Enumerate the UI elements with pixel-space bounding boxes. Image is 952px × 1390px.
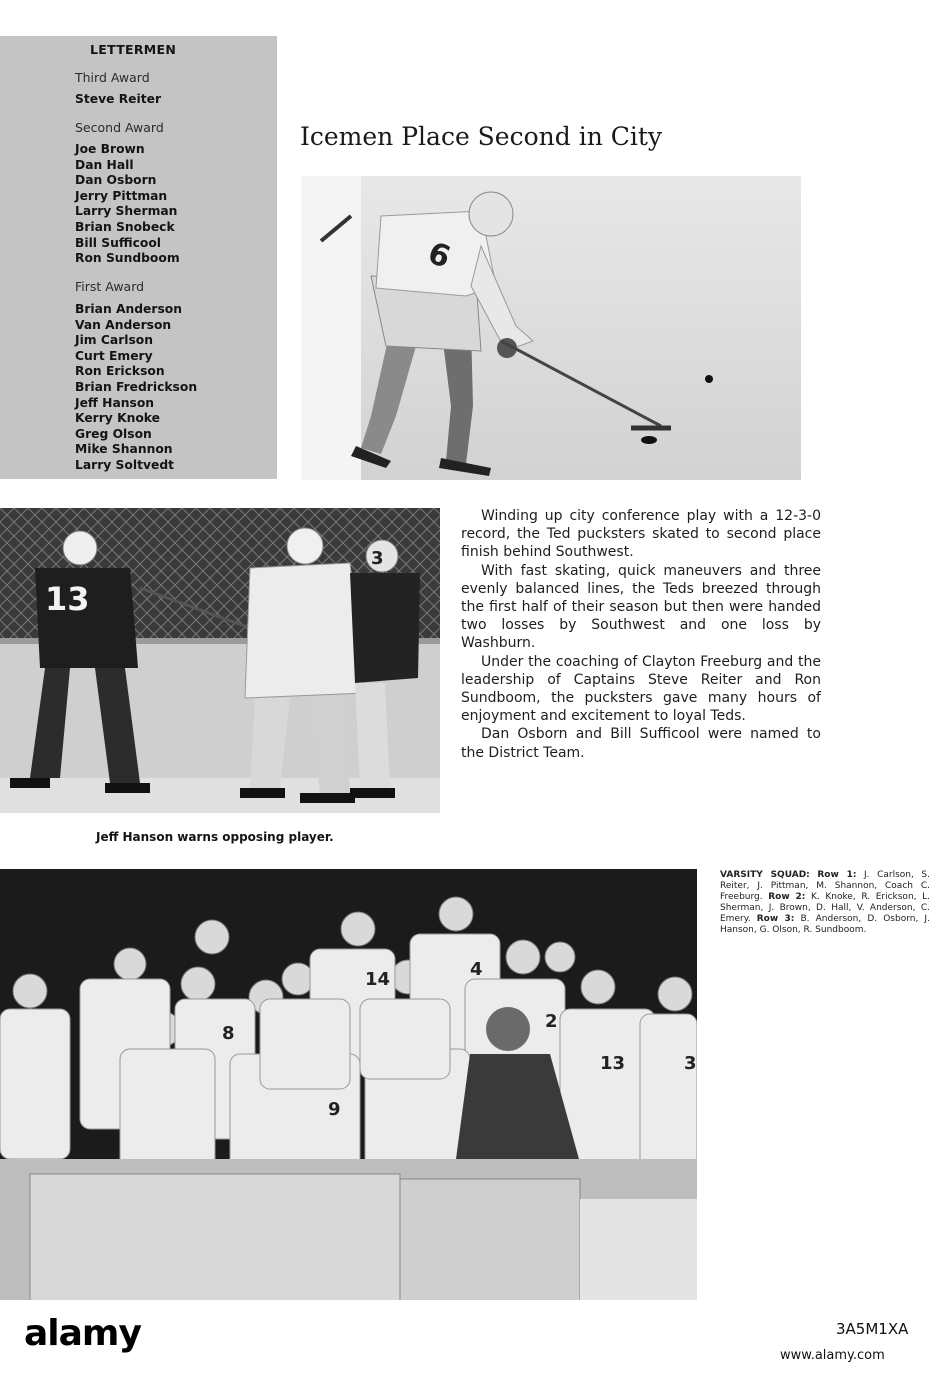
- article-title: Icemen Place Second in City: [300, 122, 663, 151]
- letterman-name: Kerry Knoke: [75, 411, 160, 426]
- team-jersey-number: 14: [365, 969, 391, 990]
- letterman-name: Ron Sundboom: [75, 251, 180, 266]
- alamy-logo: alamy: [24, 1313, 141, 1354]
- letterman-name: Ron Erickson: [75, 364, 165, 379]
- player-3-number: 3: [371, 548, 384, 569]
- row2-names: K. Knoke, R. Erickson, L. Sherman, J. Brown, D. Hall, V. Anderson, C. Emery.: [720, 892, 930, 924]
- letterman-name: Dan Hall: [75, 157, 134, 172]
- watermark-bar: [0, 1300, 952, 1390]
- letterman-name: Brian Anderson: [75, 302, 182, 316]
- boards-photo: [0, 508, 440, 813]
- letterman-name: Brian Snobeck: [75, 219, 175, 234]
- alamy-url: www.alamy.com: [780, 1348, 885, 1363]
- row3-label: Row 3:: [756, 914, 795, 924]
- third-award-names: [75, 92, 161, 108]
- letterman-name: Bill Sufficool: [75, 235, 162, 250]
- player-13-number: 13: [45, 580, 90, 618]
- image-id: 3A5M1XA: [836, 1320, 909, 1338]
- team-illustration: [0, 869, 697, 1301]
- letterman-name: Curt Emery: [75, 348, 153, 363]
- first-award-names: [75, 302, 197, 474]
- letterman-name: Dan Osborn: [75, 173, 157, 188]
- letterman-name: Greg Olson: [75, 426, 152, 441]
- row1-names: J. Carlson, S. Reiter, J. Pittman, M. Shannon, Coach C. Freeburg.: [720, 870, 930, 902]
- second-award-label: Second Award: [75, 120, 164, 135]
- letterman-name: Joe Brown: [75, 142, 145, 156]
- letterman-name: Jeff Hanson: [75, 395, 155, 410]
- article-paragraph: Under the coaching of Clayton Freeburg and the leadership of Captains Steve Reiter and Ron Sundboom, the pucksters gave many hours of enjoyment and excitement to loyal Teds.: [461, 653, 821, 725]
- first-award-label: First Award: [75, 279, 145, 294]
- article-body: [461, 507, 821, 762]
- row3-names: B. Anderson, D. Osborn, J. Hanson, G. Olson, R. Sundboom.: [720, 914, 930, 935]
- squad-label: VARSITY SQUAD:: [720, 870, 810, 880]
- boards-photo-caption: Jeff Hanson warns opposing player.: [96, 830, 334, 844]
- team-photo: [0, 869, 697, 1301]
- letterman-name: Steve Reiter: [75, 92, 162, 106]
- team-jersey-number: 13: [600, 1053, 626, 1074]
- article-paragraph: Winding up city conference play with a 12-3-0 record, the Ted pucksters skated to second place finish behind Southwest.: [461, 508, 821, 561]
- boards-illustration: [0, 508, 440, 813]
- skater-photo: [301, 176, 801, 480]
- letterman-name: Brian Fredrickson: [75, 379, 198, 394]
- third-award-label: Third Award: [75, 70, 150, 85]
- letterman-name: Larry Sherman: [75, 204, 178, 219]
- letterman-name: Jim Carlson: [75, 333, 154, 348]
- skater-illustration: [301, 176, 801, 480]
- team-jersey-number: 4: [470, 959, 483, 980]
- row1-label: Row 1:: [817, 870, 857, 880]
- team-jersey-number: 9: [328, 1099, 341, 1120]
- letterman-name: Mike Shannon: [75, 442, 173, 457]
- row2-label: Row 2:: [768, 892, 806, 902]
- varsity-squad-caption: [720, 870, 930, 936]
- team-jersey-number: 8: [222, 1023, 235, 1044]
- second-award-names: [75, 142, 180, 267]
- article-paragraph: Dan Osborn and Bill Sufficool were named to the District Team.: [461, 726, 821, 761]
- lettermen-heading: LETTERMEN: [90, 42, 177, 57]
- letterman-name: Van Anderson: [75, 317, 172, 332]
- article-paragraph: With fast skating, quick maneuvers and three evenly balanced lines, the Teds breezed through the first half of their season but then were handed two losses by Southwest and one loss by Washburn.: [461, 562, 821, 652]
- lettermen-box: [0, 36, 277, 479]
- skater-jersey-number: 6: [423, 235, 455, 276]
- team-jersey-number: 3: [684, 1053, 697, 1074]
- letterman-name: Larry Soltvedt: [75, 457, 174, 472]
- team-jersey-number: 2: [545, 1011, 558, 1032]
- letterman-name: Jerry Pittman: [75, 188, 168, 203]
